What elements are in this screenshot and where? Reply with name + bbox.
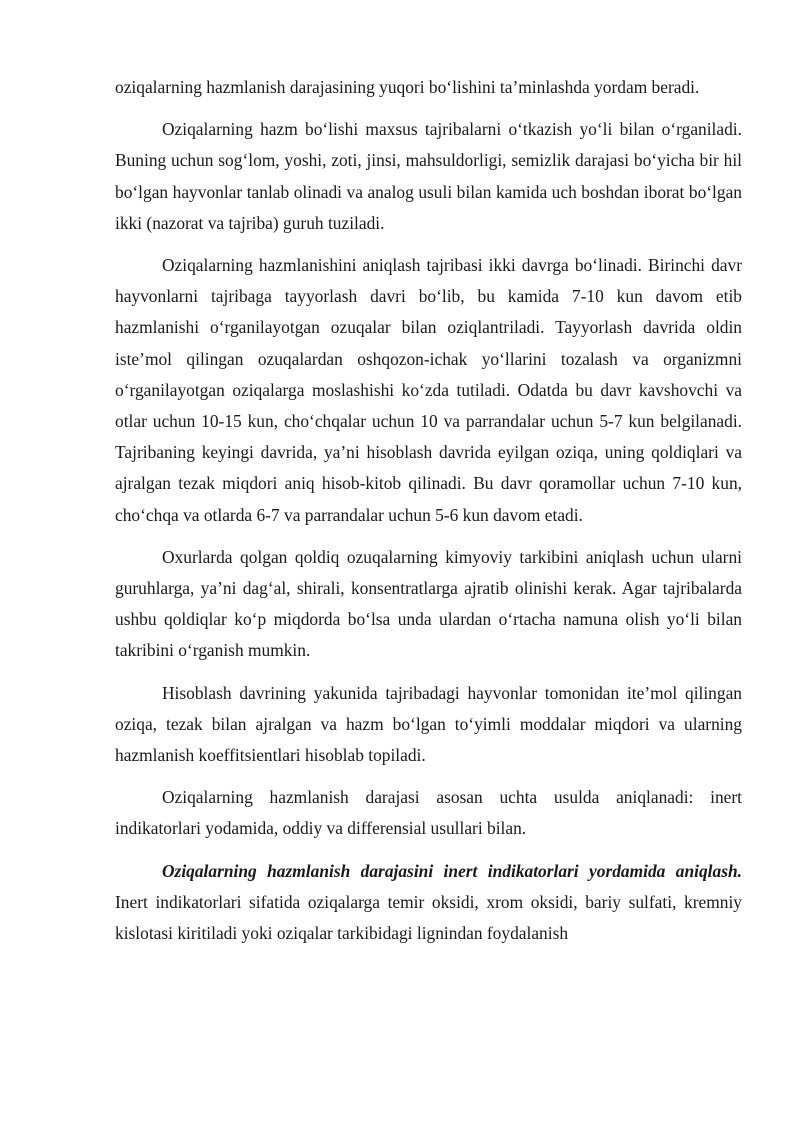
- paragraph-inert-indicators: [115, 856, 742, 950]
- paragraph-inert-indicators-text: Inert indikatorlari sifatida oziqalarga temir oksidi, xrom oksidi, bariy sulfati, kremniy kislotasi kiritiladi yoki oziqalar tarkibidagi lignindan foydalanish: [115, 891, 742, 944]
- paragraph-digestion-study: Oziqalarning hazm bo‘lishi maxsus tajribalarni o‘tkazish yo‘li bilan o‘rganiladi. Buning uchun sog‘lom, yoshi, zoti, jinsi, mahsuldorligi, semizlik darajasi bo‘yicha bir hil bo‘lgan hayvonlar tanlab olinadi va analog usuli bilan kamida uch boshdan iborat bo‘lgan ikki (nazorat va tajriba) guruh tuziladi.: [115, 119, 742, 233]
- paragraph-continuation: oziqalarning hazmlanish darajasining yuqori bo‘lishini ta’minlashda yordam beradi.: [115, 77, 700, 97]
- document-page: [115, 72, 742, 960]
- paragraph-calculation-results: Hisoblash davrining yakunida tajribadagi hayvonlar tomonidan ite’mol qilingan oziqa, tezak bilan ajralgan va hazm bo‘lgan to‘yimli moddalar miqdori va ularning hazmlanish koeffitsientlari hisoblab topiladi.: [115, 682, 742, 766]
- paragraph-residue-analysis: Oxurlarda qolgan qoldiq ozuqalarning kimyoviy tarkibini aniqlash uchun ularni guruhlarga, ya’ni dag‘al, shirali, konsentratlarga ajratib olinishi kerak. Agar tajribalarda ushbu qoldiqlar ko‘p miqdorda bo‘lsa unda ulardan o‘rtacha namuna olish yo‘li bilan takribini o‘rganish mumkin.: [115, 546, 742, 661]
- paragraph-methods-overview: Oziqalarning hazmlanish darajasi asosan uchta usulda aniqlanadi: inert indikatorlari yodamida, oddiy va differensial usullari bilan.: [115, 787, 742, 839]
- section-heading-inert-indicators: Oziqalarning hazmlanish darajasini inert indikatorlari yordamida aniqlash.: [162, 860, 742, 881]
- paragraph-experiment-periods: Oziqalarning hazmlanishini aniqlash tajribasi ikki davrga bo‘linadi. Birinchi davr hayvonlarni tajribaga tayyorlash davri bo‘lib, bu kamida 7-10 kun davom etib hazmlanishi o‘rganilayotgan ozuqalar bilan oziqlantriladi. Tayyorlash davrida oldin iste’mol qilingan ozuqalardan oshqozon-ichak yo‘llarini tozalash va organizmni o‘rganilayotgan oziqalarga moslashishi ko‘zda tutiladi. Odatda bu davr kavshovchi va otlar uchun 10-15 kun, cho‘chqalar uchun 10 va parrandalar uchun 5-7 kun belgilanadi. Tajribaning keyingi davrida, ya’ni hisoblash davrida eyilgan oziqa, uning qoldiqlari va ajralgan tezak miqdori aniq hisob-kitob qilinadi. Bu davr qoramollar uchun 7-10 kun, cho‘chqa va otlarda 6-7 va parrandalar uchun 5-6 kun davom etadi.: [115, 255, 742, 525]
